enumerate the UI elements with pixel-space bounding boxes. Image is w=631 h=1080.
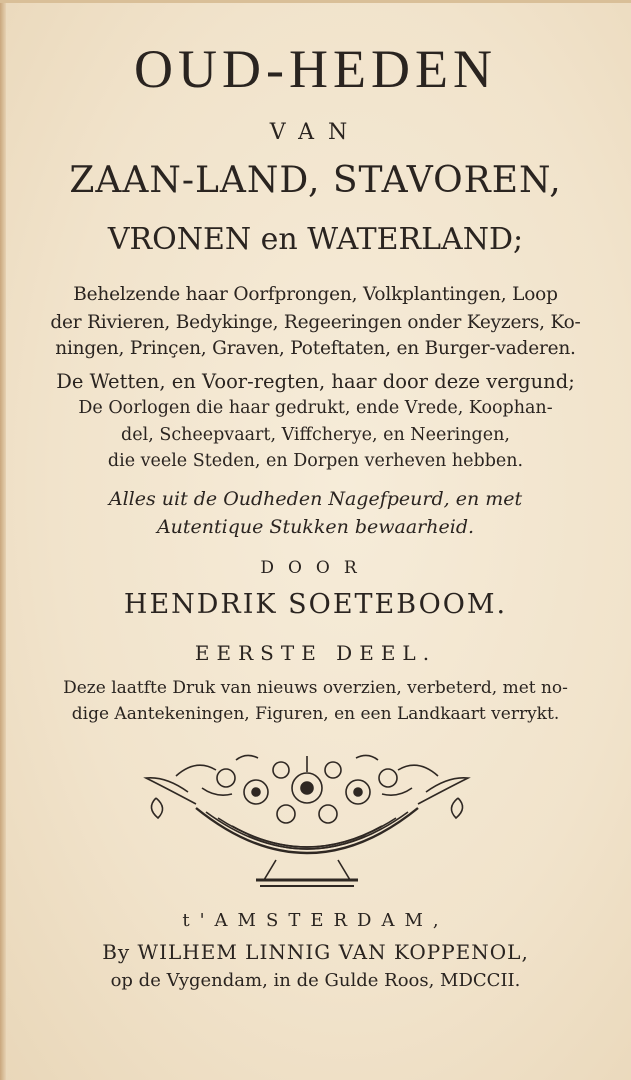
description-line: der Rivieren, Bedykinge, Regeeringen onder Keyzers, Ko-: [50, 312, 581, 333]
volume-label: EERSTE DEEL.: [194, 641, 437, 665]
edition-note-line: dige Aantekeningen, Figuren, en een Landkaart verrykt.: [71, 704, 560, 724]
imprint-address: op de Vygendam, in de Gulde Roos, MDCCII.: [110, 970, 521, 991]
laws-line: del, Scheepvaart, Viffcherye, en Neeringen,: [121, 425, 510, 445]
subtitle-line-2: VRONEN en WATERLAND;: [107, 222, 524, 257]
edition-note-line: Deze laatfte Druk van nieuws overzien, verbeterd, met no-: [63, 678, 568, 698]
description-line: ningen, Prinçen, Graven, Poteftaten, en Burger-vaderen.: [55, 338, 576, 359]
italic-note-line: Autentique Stukken bewaarheid.: [156, 516, 475, 538]
imprint-printer: By WILHEM LINNIG VAN KOPPENOL,: [102, 940, 529, 964]
italic-note-line: Alles uit de Oudheden Nagefpeurd, en met: [108, 488, 523, 510]
by-label: DOOR: [260, 558, 371, 578]
subtitle-line-1: ZAAN-LAND, STAVOREN,: [69, 160, 562, 201]
imprint-city: t'AMSTERDAM,: [182, 910, 449, 931]
laws-line: De Wetten, en Voor-regten, haar door deze vergund;: [56, 370, 575, 393]
description-line: Behelzende haar Oorfprongen, Volkplantingen, Loop: [73, 284, 558, 305]
laws-line: De Oorlogen die haar gedrukt, ende Vrede, Koophan-: [78, 398, 553, 418]
laws-line: die veele Steden, en Dorpen verheven hebben.: [107, 451, 524, 471]
title-van: VAN: [269, 120, 362, 145]
author-name: HENDRIK SOETEBOOM.: [123, 589, 508, 620]
book-title: OUD-HEDEN: [134, 39, 497, 99]
page-edge-top: [0, 0, 631, 3]
flower-basket-vignette-icon: [136, 748, 478, 890]
